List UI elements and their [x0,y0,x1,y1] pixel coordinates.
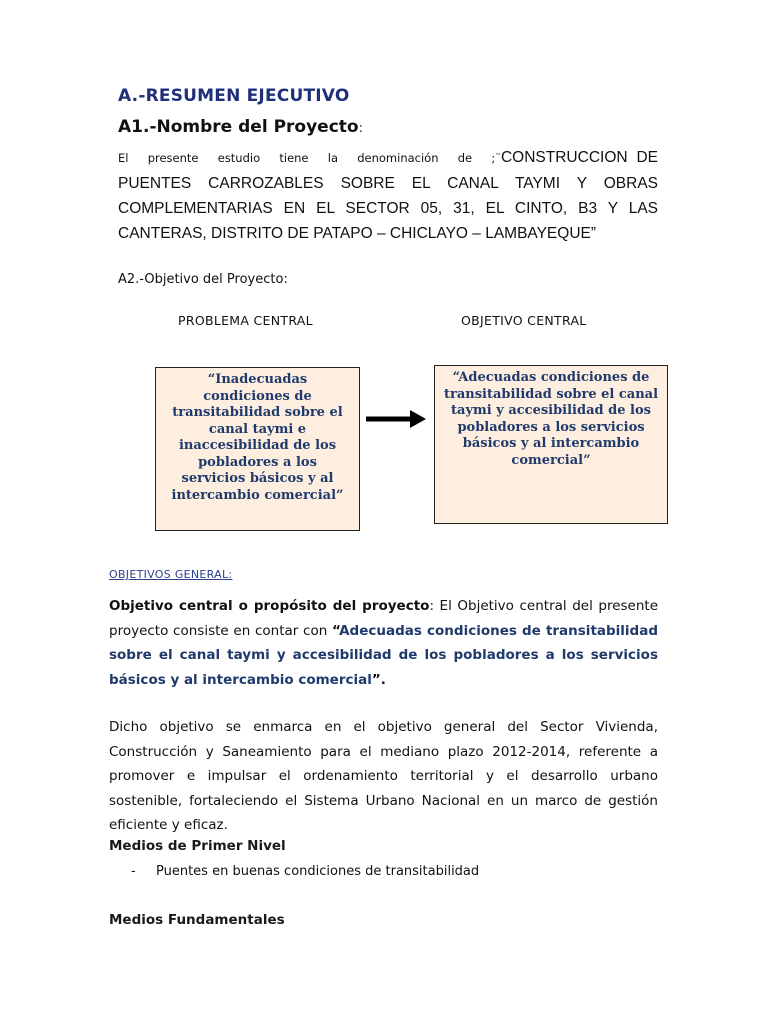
heading-nombre-colon: : [358,121,363,136]
label-objetivo-central: OBJETIVO CENTRAL [461,313,587,328]
objetivo-central-paragraph [109,594,658,692]
sector-objective-paragraph: Dicho objetivo se enmarca en el objetivo general del Sector Vivienda, Construcción y Saneamiento para el mediano plazo 2012-2014, referente a promover e impulsar el ordenamiento territorial y el desarrollo urbano sostenible, fortaleciendo el Sistema Urbano Nacional en un marco de gestión eficiente y eficaz. [109,719,658,833]
objetivo-central-highlight: Adecuadas condiciones de transitabilidad sobre el canal taymi y accesibilidad de los pobladores a los servicios básicos y al intercambio comercial [109,622,658,688]
heading-medios-fundamentales: Medios Fundamentales [109,912,285,928]
list-item-text: Puentes en buenas condiciones de transitabilidad [156,864,480,879]
list-item [131,864,479,879]
label-problema-central: PROBLEMA CENTRAL [178,313,313,328]
list-item-dash: - [131,864,136,879]
objective-box-text: “Adecuadas condiciones de transitabilidad sobre el canal taymi y accesibilidad de los pobladores a los servicios básicos y al intercambio comercial” [443,370,659,468]
right-arrow-icon [364,408,428,430]
section-heading-resumen: A.-RESUMEN EJECUTIVO [118,86,350,106]
objetivos-general-link[interactable]: OBJETIVOS GENERAL: [109,568,233,581]
close-quote: ”. [371,671,386,688]
heading-medios-primer-nivel: Medios de Primer Nivel [109,838,286,854]
objective-box [434,365,668,524]
objetivo-central-label: Objetivo central o propósito del proyecto [109,598,430,614]
problem-box [155,367,360,531]
intro-lead-text: El presente estudio tiene la denominación de ;¨ [118,151,501,165]
problem-box-text: “Inadecuadas condiciones de transitabilidad sobre el canal taymi e inaccesibilidad de los pobladores a los servicios básicos y al intercambio comercial” [171,372,344,503]
objetivo-central-text: : El Objetivo central del presente proyecto consiste en contar con [109,598,658,639]
heading-objetivo-proyecto: A2.-Objetivo del Proyecto: [118,272,288,287]
heading-nombre-text: A1.-Nombre del Proyecto [118,117,359,137]
heading-nombre-proyecto [118,117,363,137]
open-quote: “ [331,622,340,639]
project-title-text: CONSTRUCCION DE PUENTES CARROZABLES SOBRE EL CANAL TAYMI Y OBRAS COMPLEMENTARIAS EN EL SECTOR 05, 31, EL CINTO, B3 Y LAS CANTERAS, DISTRITO DE PATAPO – CHICLAYO – LAMBAYEQUE” [118,149,658,242]
project-name-paragraph [118,145,658,246]
